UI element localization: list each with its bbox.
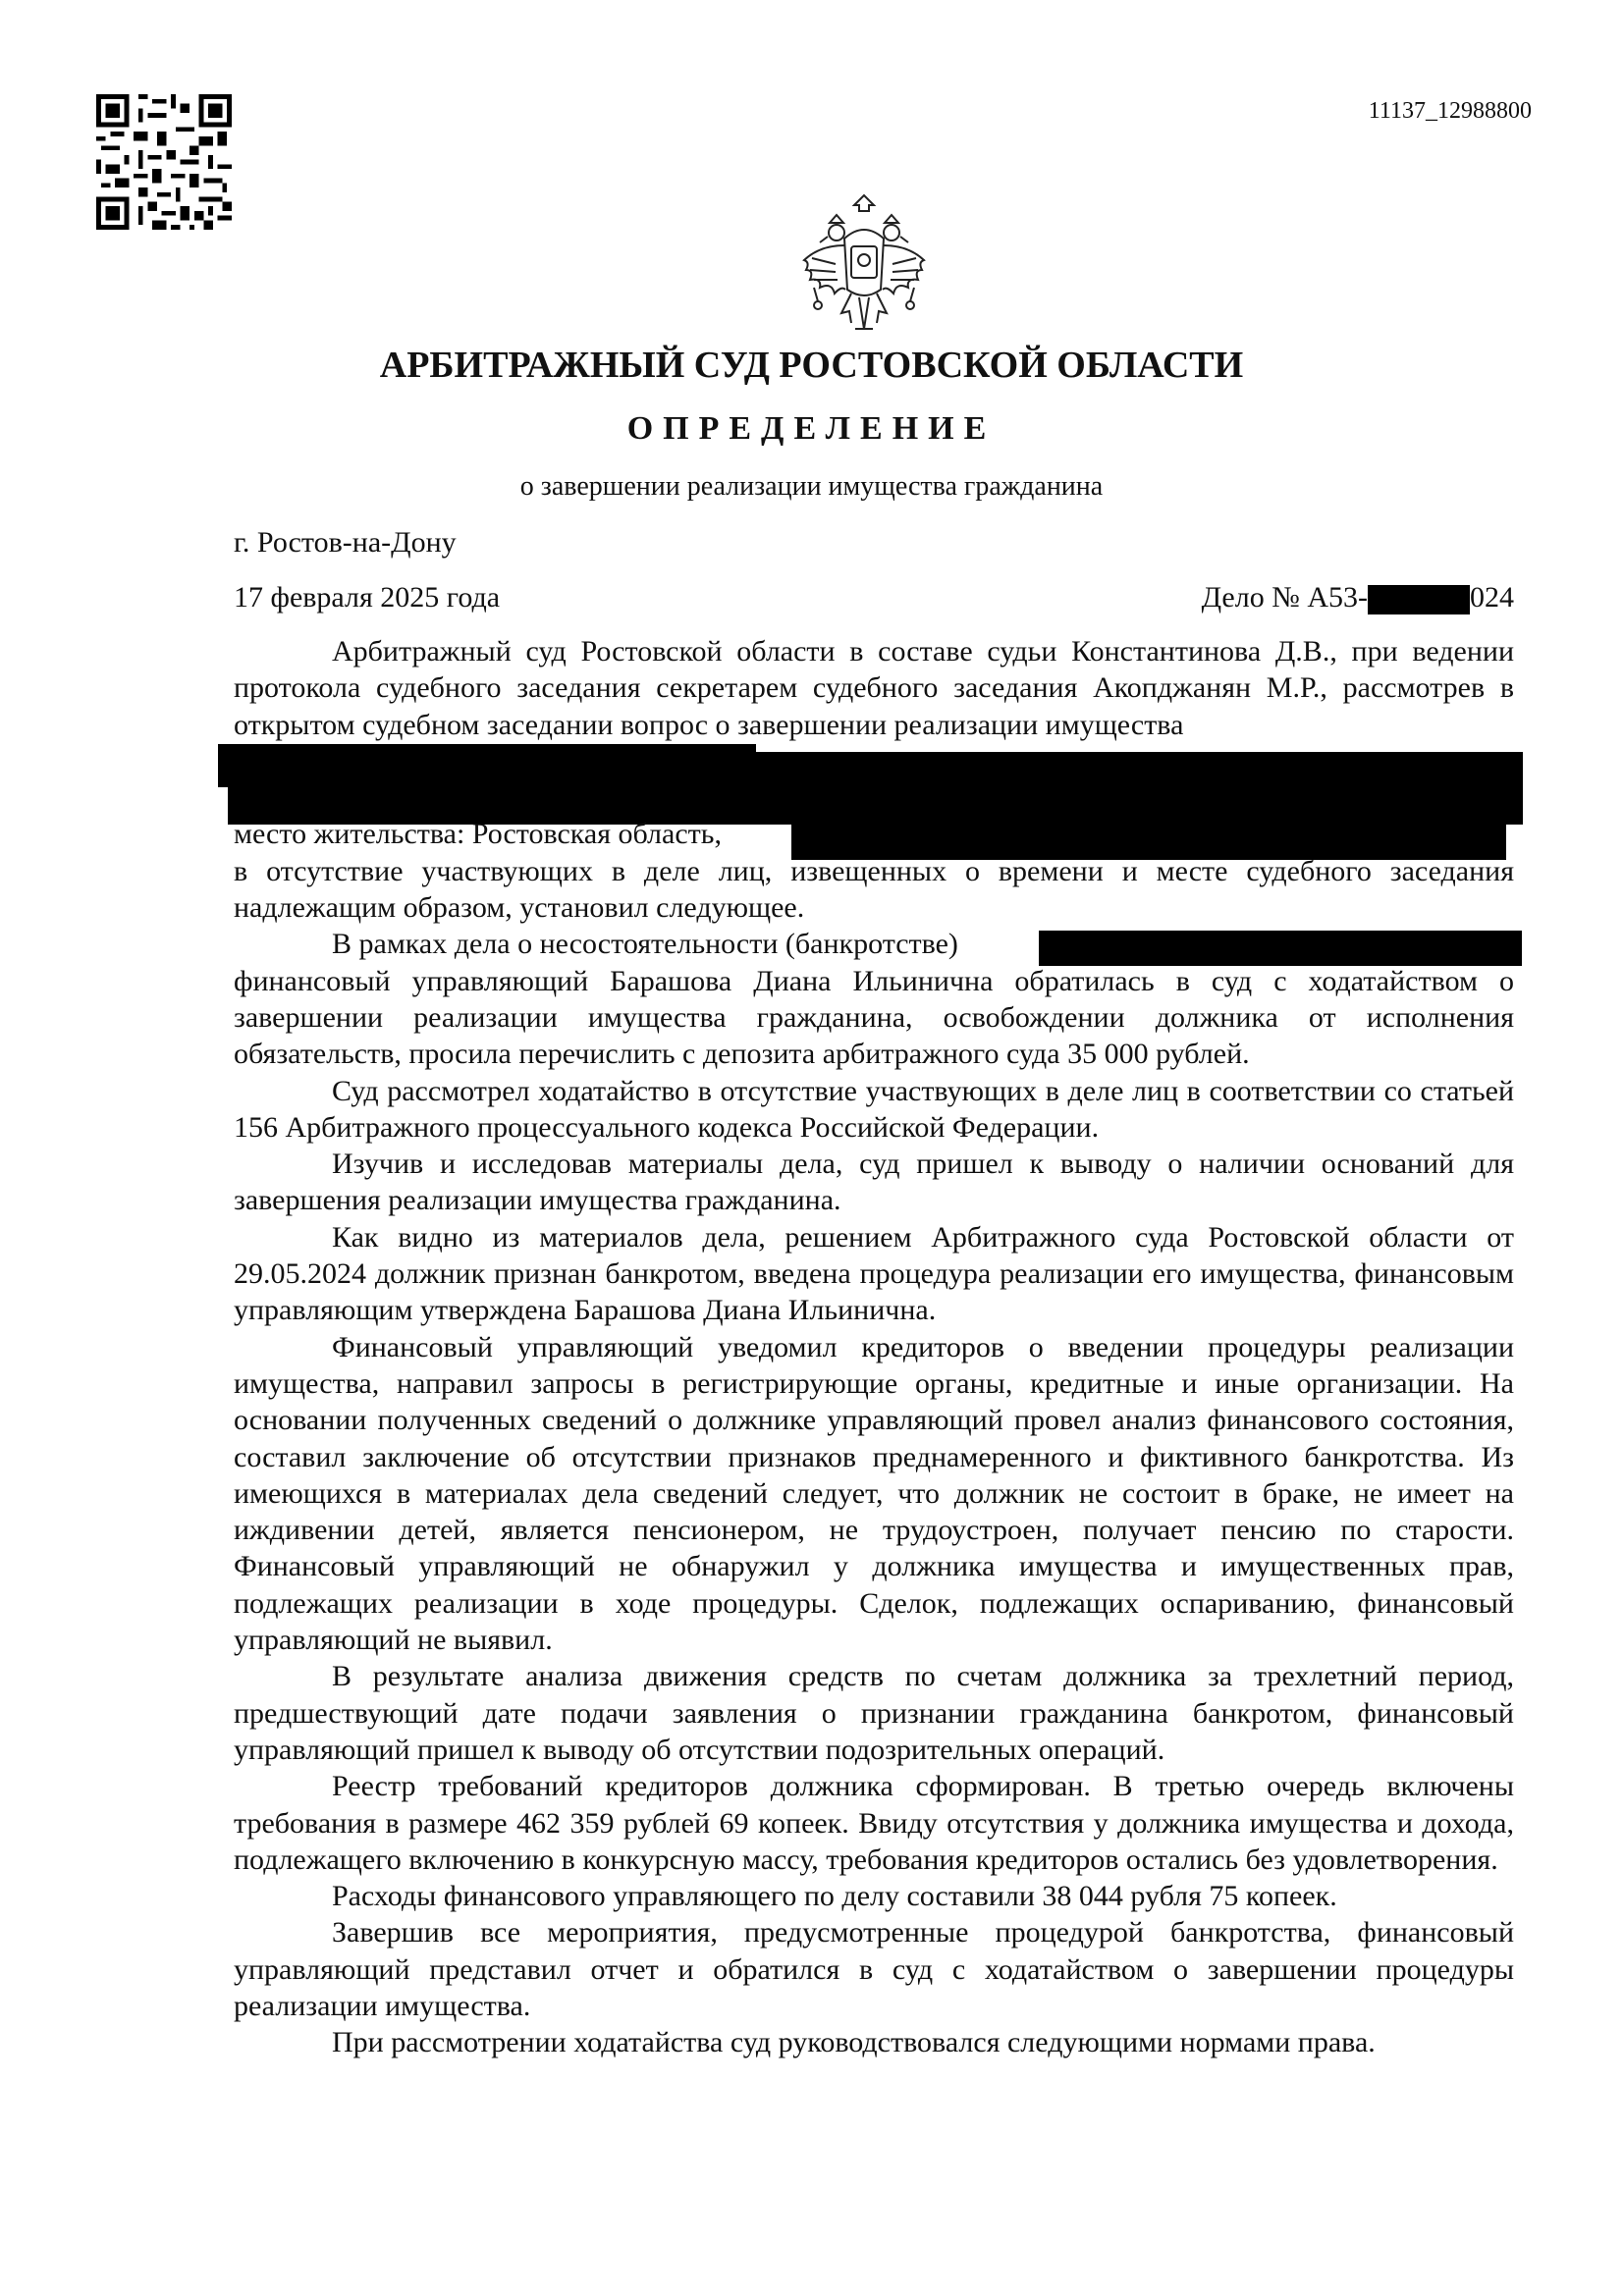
paragraph-spacer [234,779,1514,816]
paragraph: Финансовый управляющий уведомил кредиторов о введении процедуры реализации имущества, направил запросы в регистрирующие органы, кредитные и иные организации. На основании полученных сведений о должнике управляющий провел анализ финансового состояния, составил заключение об отсутствии признаков преднамеренного и фиктивного банкротства. Из имеющихся в материалах дела сведений следует, что должник не состоит в браке, не имеет на иждивении детей, является пенсионером, не трудоустроен, получает пенсию по старости. Финансовый управляющий не обнаружил у должника имущества и имущественных прав, подлежащих реализации в ходе процедуры. Сделок, подлежащих оспариванию, финансовый управляющий не выявил. [234,1330,1514,1657]
document-body [234,633,1514,2061]
paragraph: место жительства: Ростовская область, [234,818,722,851]
paragraph: в отсутствие участвующих в деле лиц, извещенных о времени и месте судебного заседания надлежащим образом, установил следующее. [234,854,1514,925]
redaction-block [1368,585,1470,614]
court-name: АРБИТРАЖНЫЙ СУД РОСТОВСКОЙ ОБЛАСТИ [379,345,1244,386]
document-type: ОПРЕДЕЛЕНИЕ [626,410,997,447]
paragraph: Арбитражный суд Ростовской области в составе судьи Константинова Д.В., при ведении протокола судебного заседания секретарем судебного заседания Акопджанян М.Р., рассмотрев в открытом судебном заседании вопрос о завершении реализации имущества [234,635,1514,741]
qr-code [96,94,232,230]
coat-of-arms-emblem [790,191,938,339]
paragraph: Как видно из материалов дела, решением Арбитражного суда Ростовской области от 29.05.2024 должник признан банкротом, введена процедура реализации его имущества, финансовым управляющим утверждена Барашова Диана Ильинична. [234,1220,1514,1327]
paragraph: Завершив все мероприятия, предусмотренные процедурой банкротства, финансовый управляющий представил отчет и обратился в суд с ходатайством о завершении процедуры реализации имущества. [234,1916,1514,2022]
paragraph: Изучив и исследовав материалы дела, суд пришел к выводу о наличии оснований для завершения реализации имущества гражданина. [234,1148,1514,1217]
paragraph: При рассмотрении ходатайства суд руководствовался следующими нормами права. [332,2026,1376,2059]
paragraph-spacer [234,743,1514,779]
city: г. Ростов-на-Дону [234,526,457,559]
paragraph: В рамках дела о несостоятельности (банкротстве) [332,928,958,961]
paragraph: В результате анализа движения средств по счетам должника за трехлетний период, предшествующий дате подачи заявления о признании гражданина банкротом, финансовый управляющий пришел к выводу об отсутствии подозрительных операций. [234,1660,1514,1766]
case-number-suffix: 024 [1470,581,1514,614]
case-number [1186,581,1514,614]
paragraph: Суд рассмотрел ходатайство в отсутствие участвующих в деле лиц в соответствии со статьей 156 Арбитражного процессуального кодекса Российской Федерации. [234,1074,1514,1144]
paragraph: финансовый управляющий Барашова Диана Ильинична обратилась в суд с ходатайством о завершении реализации имущества гражданина, освобождении должника от исполнения обязательств, просила перечислить с депозита арбитражного суда 35 000 рублей. [234,964,1514,1071]
paragraph: Реестр требований кредиторов должника сформирован. В третью очередь включены требования в размере 462 359 рублей 69 копеек. Ввиду отсутствия у должника имущества и дохода, подлежащего включению в конкурсную массу, требования кредиторов остались без удовлетворения. [234,1770,1514,1876]
case-number-prefix: Дело № А53- [1201,581,1368,614]
document-subject: о завершении реализации имущества гражданина [519,471,1104,502]
decision-date: 17 февраля 2025 года [234,581,501,614]
document-id: 11137_12988800 [1368,98,1532,124]
paragraph: Расходы финансового управляющего по делу составили 38 044 рубля 75 копеек. [332,1880,1337,1913]
